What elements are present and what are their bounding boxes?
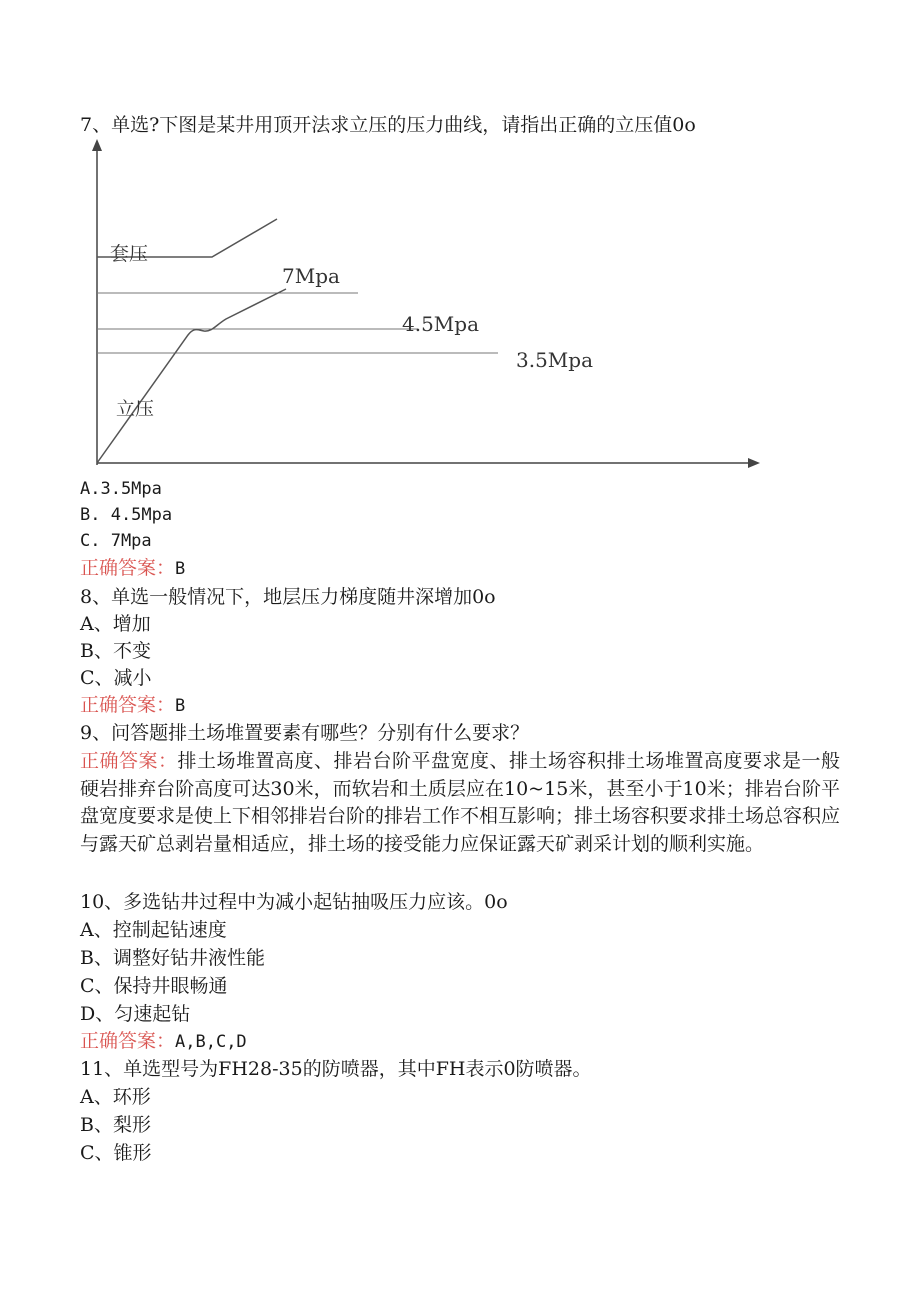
standpipe-pressure-curve: [97, 289, 286, 463]
q10-answer: [80, 1028, 247, 1055]
q10-option-a: A、控制起钻速度: [80, 919, 227, 941]
answer-value: B: [175, 559, 186, 579]
q8-option-c: C、减小: [80, 667, 152, 689]
q8-option-a: A、增加: [80, 613, 151, 635]
answer-value: A,B,C,D: [175, 1032, 247, 1052]
label-7mpa: 7Mpa: [282, 264, 340, 288]
label-casing-pressure: 套压: [110, 243, 149, 265]
question-8-title: 8、单选一般情况下，地层压力梯度随井深增加0o: [80, 586, 496, 608]
q10-option-d: D、匀速起钻: [80, 1003, 191, 1025]
q7-option-a: A.3.5Mpa: [80, 479, 162, 499]
label-standpipe-pressure: 立压: [116, 398, 155, 420]
q11-option-c: C、锥形: [80, 1142, 152, 1164]
answer-value: B: [175, 696, 186, 716]
answer-label: 正确答案：: [80, 1030, 176, 1052]
q10-option-c: C、保持井眼畅通: [80, 975, 228, 997]
question-9-title: 9、问答题排土场堆置要素有哪些？分别有什么要求？: [80, 722, 530, 744]
question-7-title: 7、单选?下图是某井用顶开法求立压的压力曲线，请指出正确的立压值0o: [80, 114, 696, 136]
q11-option-a: A、环形: [80, 1086, 151, 1108]
label-3-5mpa: 3.5Mpa: [516, 348, 594, 372]
q7-answer: [80, 555, 185, 582]
pressure-curve-chart: [80, 135, 770, 480]
question-11-title: 11、单选型号为FH28-35的防喷器，其中FH表示0防喷器。: [80, 1058, 592, 1080]
question-10-title: 10、多选钻井过程中为减小起钻抽吸压力应该。0o: [80, 891, 508, 913]
q8-answer: [80, 692, 185, 719]
q9-answer: [80, 748, 840, 858]
answer-text: 排土场堆置高度、排岩台阶平盘宽度、排土场容积排土场堆置高度要求是一般硬岩排弃台阶高度可达30米，而软岩和土质层应在10~15米，甚至小于10米；排岩台阶平盘宽度要求是使上下相邻排岩台阶的排岩工作不相互影响；排土场容积要求排土场总容积应与露天矿总剥岩量相适应，排土场的接受能力应保证露天矿剥采计划的顺利实施。: [80, 750, 841, 855]
answer-label: 正确答案：: [80, 557, 176, 579]
y-axis-arrow: [92, 139, 102, 151]
q7-option-b: B. 4.5Mpa: [80, 505, 173, 525]
q7-option-c: C. 7Mpa: [80, 531, 152, 551]
q11-option-b: B、梨形: [80, 1114, 151, 1136]
q8-option-b: B、不变: [80, 640, 151, 662]
answer-label: 正确答案：: [80, 694, 176, 716]
q10-option-b: B、调整好钻井液性能: [80, 947, 265, 969]
answer-label: 正确答案：: [80, 750, 178, 772]
label-4-5mpa: 4.5Mpa: [402, 312, 480, 336]
x-axis-arrow: [748, 458, 760, 468]
